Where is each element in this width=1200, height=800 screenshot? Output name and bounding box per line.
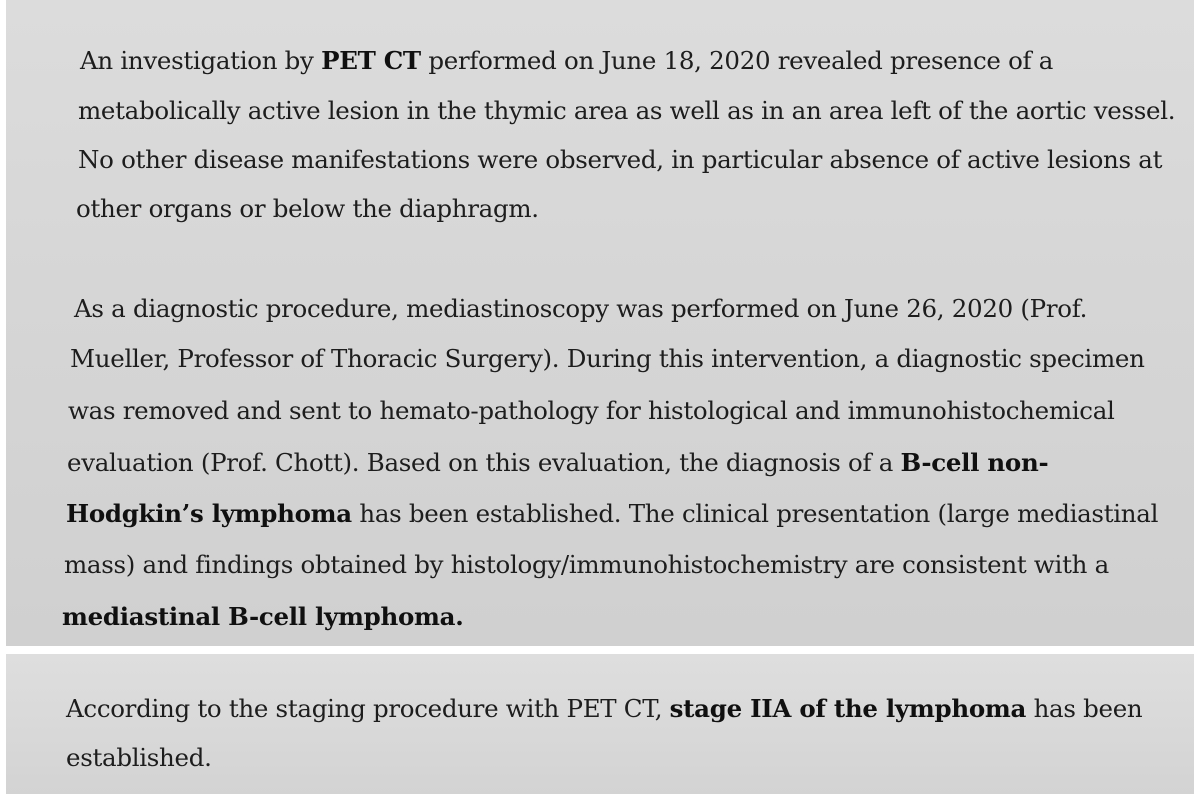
- text-line: [62, 602, 463, 632]
- document-photo-top: [6, 0, 1194, 646]
- text-segment: According to the staging procedure with PET CT,: [66, 694, 670, 723]
- text-line: established.: [66, 743, 212, 772]
- text-line: other organs or below the diaphragm.: [76, 194, 539, 223]
- emphasis-text: PET CT: [321, 46, 421, 75]
- text-line: Mueller, Professor of Thoracic Surgery). During this intervention, a diagnostic specimen: [70, 344, 1145, 373]
- text-line: [66, 694, 1142, 724]
- text-line: mass) and findings obtained by histology/immunohistochemistry are consistent with a: [64, 550, 1109, 579]
- text-segment: has been established. The clinical presentation (large mediastinal: [351, 499, 1159, 528]
- text-segment: performed on June 18, 2020 revealed presence of a: [420, 46, 1054, 75]
- text-line: As a diagnostic procedure, mediastinoscopy was performed on June 26, 2020 (Prof.: [74, 294, 1088, 323]
- emphasis-text: mediastinal B-cell lymphoma.: [62, 602, 464, 631]
- emphasis-text: stage IIA of the lymphoma: [669, 694, 1027, 723]
- emphasis-text: Hodgkin’s lymphoma: [66, 499, 352, 528]
- text-segment: An investigation by: [80, 46, 322, 75]
- text-line: [66, 499, 1158, 529]
- emphasis-text: B-cell non-: [900, 448, 1049, 477]
- text-line: [67, 448, 1048, 478]
- text-segment: evaluation (Prof. Chott). Based on this evaluation, the diagnosis of a: [67, 448, 901, 477]
- text-segment: has been: [1026, 694, 1143, 723]
- text-line: [80, 46, 1053, 76]
- text-line: No other disease manifestations were observed, in particular absence of active lesions at: [78, 145, 1163, 174]
- text-line: metabolically active lesion in the thymic area as well as in an area left of the aortic vessel.: [78, 96, 1176, 125]
- text-line: was removed and sent to hemato-pathology for histological and immunohistochemical: [68, 396, 1115, 425]
- document-photo-bottom: [6, 654, 1194, 794]
